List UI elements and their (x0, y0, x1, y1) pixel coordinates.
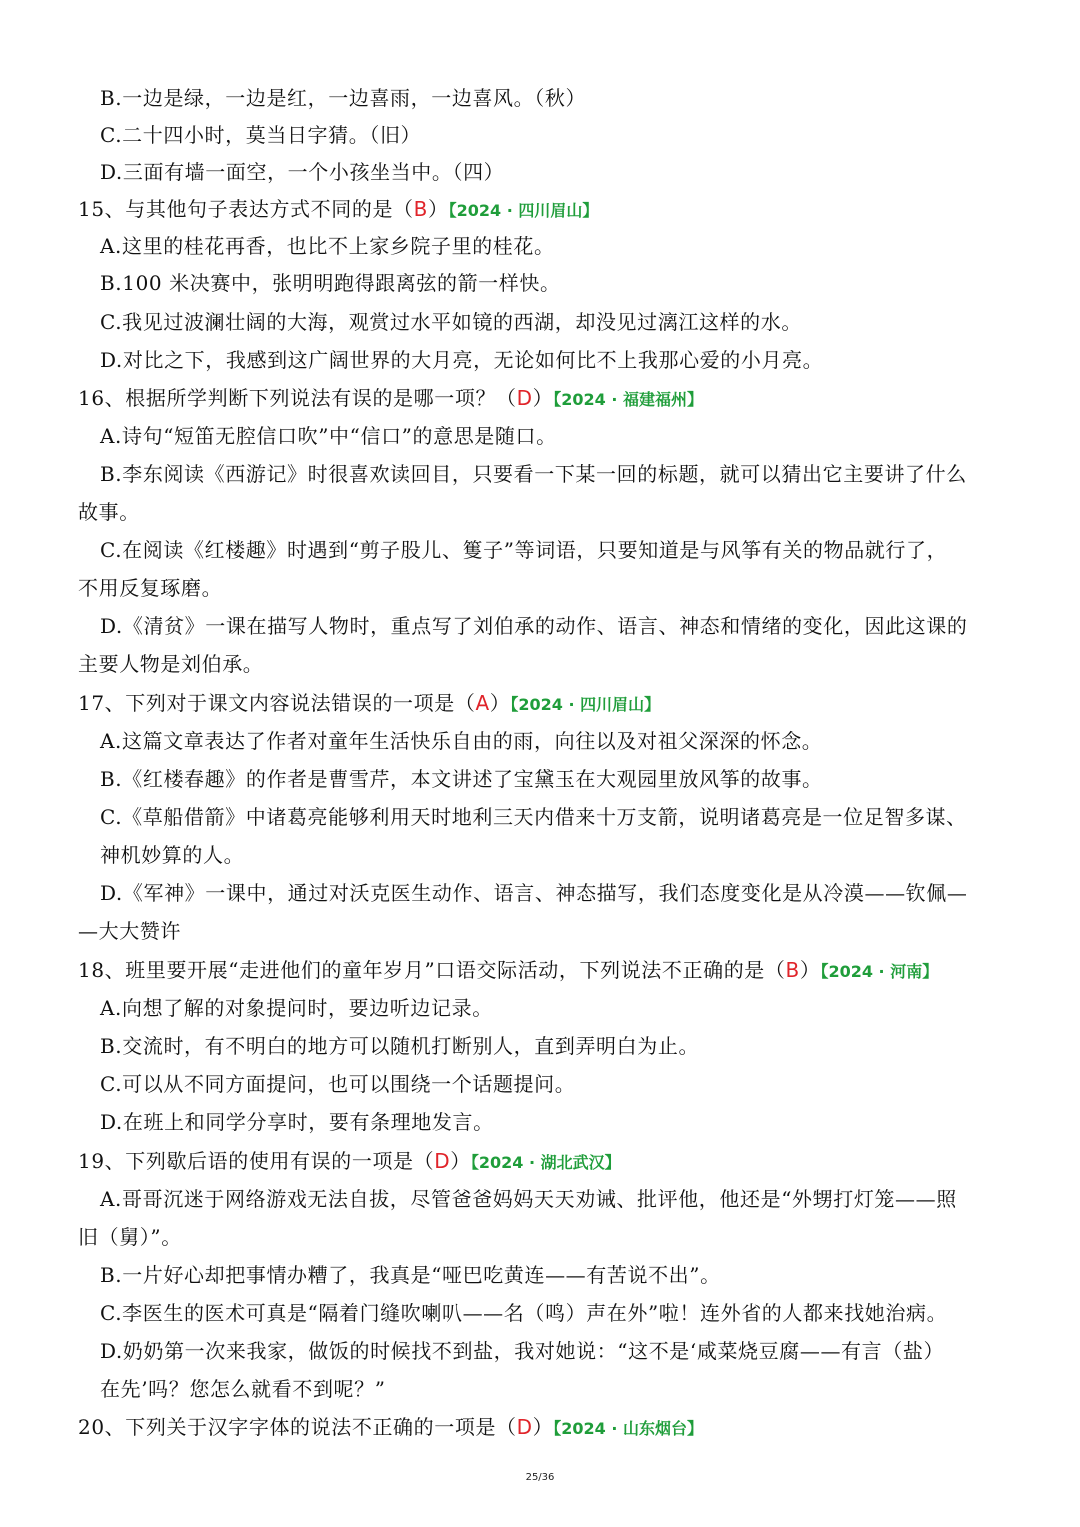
question-stem: 19、下列歇后语的使用有误的一项是（ (78, 1149, 435, 1173)
question-close: ） (532, 386, 554, 410)
option-line: B.一边是绿，一边是红，一边喜雨，一边喜风。（秋） (100, 86, 587, 110)
question-20 (78, 1415, 1008, 1441)
option-line: A.向想了解的对象提问时，要边听边记录。 (100, 996, 493, 1020)
option-line: B.100 米决赛中，张明明跑得跟离弦的箭一样快。 (100, 271, 561, 295)
question-15 (78, 197, 1008, 223)
option-line: B.李东阅读《西游记》时很喜欢读回目，只要看一下某一回的标题，就可以猜出它主要讲了什么 (100, 462, 967, 486)
option-line: A.诗句“短笛无腔信口吹”中“信口”的意思是随口。 (100, 424, 557, 448)
answer-letter: D (434, 1149, 451, 1173)
option-continuation: 故事。 (78, 500, 140, 524)
option-line: D.对比之下，我感到这广阔世界的大月亮，无论如何比不上我那心爱的小月亮。 (100, 348, 824, 372)
question-stem: 16、根据所学判断下列说法有误的是哪一项？（ (78, 386, 517, 410)
option-line: C.二十四小时，莫当日字猜。（旧） (100, 123, 422, 147)
option-continuation: 在先’吗？您怎么就看不到呢？” (100, 1377, 386, 1401)
option-line: C.李医生的医术可真是“隔着门缝吹喇叭——名（鸣）声在外”啦！连外省的人都来找她治病。 (100, 1301, 948, 1325)
answer-letter: D (516, 386, 533, 410)
answer-letter: B (785, 958, 800, 982)
option-continuation: 旧（舅）”。 (78, 1225, 182, 1249)
source-tag: 【2024 · 福建福州】 (553, 390, 704, 409)
option-line: D.三面有墙一面空，一个小孩坐当中。（四） (100, 160, 505, 184)
question-19 (78, 1149, 1008, 1175)
source-tag: 【2024 · 四川眉山】 (510, 695, 661, 714)
source-tag: 【2024 · 山东烟台】 (553, 1419, 704, 1438)
question-close: ） (799, 958, 821, 982)
question-18 (78, 958, 1008, 984)
option-line: A.哥哥沉迷于网络游戏无法自拔，尽管爸爸妈妈天天劝诫、批评他，他还是“外甥打灯笼——照 (100, 1187, 957, 1211)
question-stem: 15、与其他句子表达方式不同的是（ (78, 197, 414, 221)
option-line: A.这里的桂花再香，也比不上家乡院子里的桂花。 (100, 234, 555, 258)
option-line: B.《红楼春趣》的作者是曹雪芹，本文讲述了宝黛玉在大观园里放风筝的故事。 (100, 767, 823, 791)
option-line: C.可以从不同方面提问，也可以围绕一个话题提问。 (100, 1072, 576, 1096)
option-line: C.《草船借箭》中诸葛亮能够利用天时地利三天内借来十万支箭，说明诸葛亮是一位足智多谋、 (100, 805, 967, 829)
option-line: B.交流时，有不明白的地方可以随机打断别人，直到弄明白为止。 (100, 1034, 700, 1058)
option-line: D.《清贫》一课在描写人物时，重点写了刘伯承的动作、语言、神态和情绪的变化，因此这课的 (100, 614, 968, 638)
option-continuation: 主要人物是刘伯承。 (78, 652, 264, 676)
page-number: 25/36 (525, 1472, 555, 1483)
option-continuation: 不用反复琢磨。 (78, 576, 223, 600)
answer-letter: A (475, 691, 490, 715)
answer-letter: D (516, 1415, 533, 1439)
question-close: ） (450, 1149, 471, 1173)
question-stem: 20、下列关于汉字字体的说法不正确的一项是（ (78, 1415, 517, 1439)
option-line: C.在阅读《红楼趣》时遇到“剪子股儿、篗子”等词语，只要知道是与风筝有关的物品就行了， (100, 538, 948, 562)
question-stem: 17、下列对于课文内容说法错误的一项是（ (78, 691, 476, 715)
option-line: D.《军神》一课中，通过对沃克医生动作、语言、神态描写，我们态度变化是从冷漠——钦佩— (100, 881, 968, 905)
question-16 (78, 386, 1008, 412)
question-17 (78, 691, 1008, 717)
question-close: ） (532, 1415, 554, 1439)
source-tag: 【2024 · 四川眉山】 (448, 201, 599, 220)
option-continuation: 神机妙算的人。 (100, 843, 245, 867)
option-line: D.在班上和同学分享时，要有条理地发言。 (100, 1110, 494, 1134)
question-close: ） (427, 197, 449, 221)
source-tag: 【2024 · 湖北武汉】 (470, 1153, 621, 1172)
question-close: ） (489, 691, 511, 715)
question-stem: 18、班里要开展“走进他们的童年岁月”口语交际活动，下列说法不正确的是（ (78, 958, 786, 982)
option-line: B.一片好心却把事情办糟了，我真是“哑巴吃黄连——有苦说不出”。 (100, 1263, 721, 1287)
option-continuation: —大大赞许 (78, 919, 181, 943)
source-tag: 【2024 · 河南】 (820, 962, 939, 981)
option-line: D.奶奶第一次来我家，做饭的时候找不到盐，我对她说：“这不是‘咸菜烧豆腐——有言（盐） (100, 1339, 945, 1363)
option-line: C.我见过波澜壮阔的大海，观赏过水平如镜的西湖，却没见过漓江这样的水。 (100, 310, 802, 334)
answer-letter: B (413, 197, 428, 221)
option-line: A.这篇文章表达了作者对童年生活快乐自由的雨，向往以及对祖父深深的怀念。 (100, 729, 823, 753)
